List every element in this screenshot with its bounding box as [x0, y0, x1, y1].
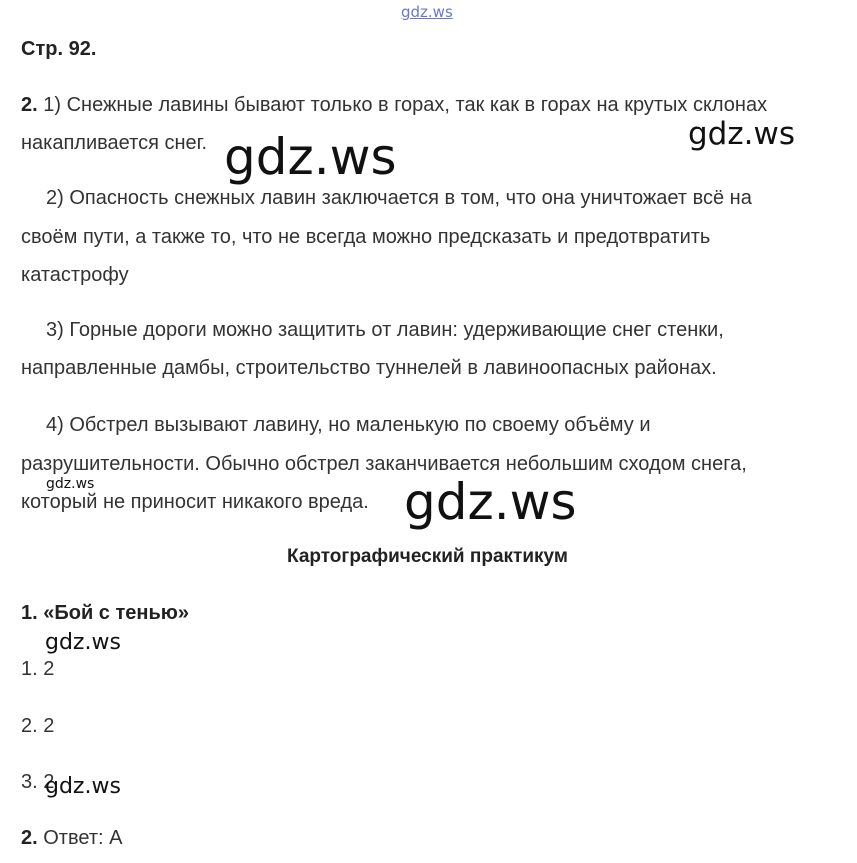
task2-number: 2.: [21, 94, 38, 116]
task2-item2-line3: катастрофу: [21, 264, 129, 286]
exercise1-title: 1. «Бой с тенью»: [21, 602, 189, 624]
task2-item1-text: 1) Снежные лавины бывают только в горах, так как в горах на крутых склонах: [37, 94, 768, 116]
task2-item4-line1: 4) Обстрел вызывают лавину, но маленькую по своему объёму и: [46, 414, 651, 436]
watermark-right: gdz.ws: [688, 116, 795, 152]
task2-item2-line2: своём пути, а также то, что не всегда можно предсказать и предотвратить: [21, 226, 711, 248]
task2-item3-line2: направленные дамбы, строительство туннелей в лавиноопасных районах.: [21, 357, 717, 379]
task2-item1-line2: накапливается снег.: [21, 132, 208, 154]
task2-item3-line1: 3) Горные дороги можно защитить от лавин: удерживающие снег стенки,: [46, 319, 724, 341]
task2-item4-line3: который не приносит никакого вреда.: [21, 491, 369, 513]
watermark-small-2: gdz.ws: [45, 774, 121, 799]
watermark-large-1: gdz.ws: [224, 128, 397, 186]
watermark-tiny: gdz.ws: [46, 476, 95, 492]
exercise2-answer-text: Ответ: А: [37, 827, 123, 849]
page-heading: Стр. 92.: [21, 38, 97, 60]
watermark-top: gdz.ws: [401, 3, 453, 21]
exercise2-answer: [21, 826, 122, 850]
answer-1: 1. 2: [21, 658, 55, 680]
task2-item2-line1: 2) Опасность снежных лавин заключается в том, что она уничтожает всё на: [46, 187, 752, 209]
task2-item4-line2: разрушительности. Обычно обстрел заканчивается небольшим сходом снега,: [21, 453, 747, 475]
practicum-title: Картографический практикум: [287, 546, 568, 567]
answer-3: 3. 2: [21, 771, 55, 793]
answer-2: 2. 2: [21, 715, 55, 737]
task2-item1-line1: [21, 93, 767, 117]
exercise2-number: 2.: [21, 827, 38, 849]
watermark-small-1: gdz.ws: [45, 630, 121, 655]
watermark-large-2: gdz.ws: [404, 473, 577, 531]
